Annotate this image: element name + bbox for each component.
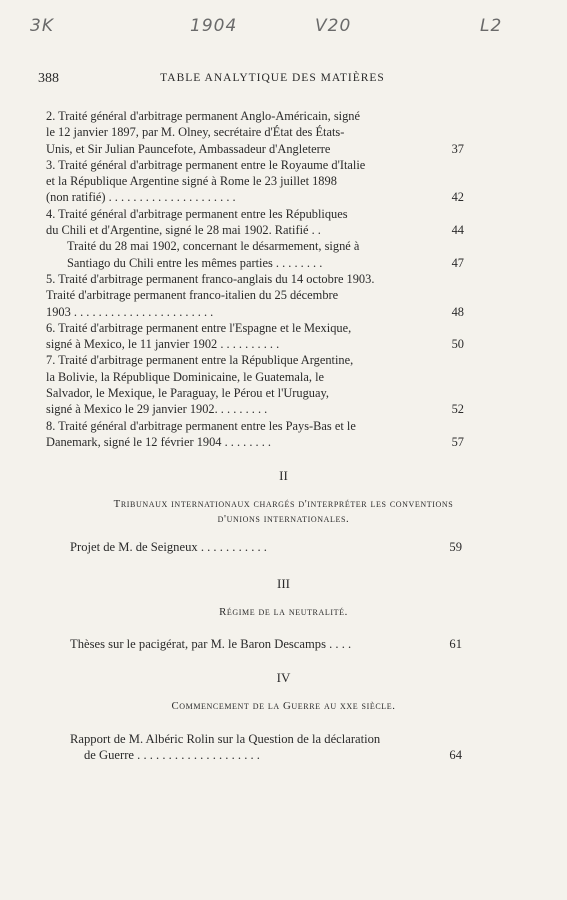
- list-item: 6. Traité d'arbitrage permanent entre l'Espagne et le Mexique, signé à Mexico, le 11 janvier 1902 . . . . . . . . . . 50: [46, 320, 464, 352]
- page-ref: 44: [451, 223, 464, 238]
- handwritten-mark-4: L2: [480, 16, 503, 36]
- page-ref: 50: [451, 337, 464, 352]
- section-number: II: [279, 468, 288, 483]
- list-item: Traité du 28 mai 1902, concernant le désarmement, signé à Santiago du Chili entre les mêmes parties . . . . . . . . 47: [67, 239, 464, 270]
- section-number: IV: [276, 670, 291, 685]
- list-item: 7. Traité d'arbitrage permanent entre la République Argentine, la Bolivie, la République Dominicaine, le Guatemala, le Salvador, le Mexique, le Paraguay, le Pérou et l'Uruguay, signé à Mexico le 29 janvier 1902. . . . . . . . . 52: [46, 353, 464, 417]
- handwritten-mark-2: 1904: [190, 16, 238, 36]
- section-title: Régime de la neutralité.: [219, 606, 348, 618]
- page-ref: 37: [451, 141, 464, 156]
- page-title: TABLE ANALYTIQUE DES MATIÈRES: [160, 72, 385, 84]
- page-ref: 57: [451, 434, 464, 449]
- list-item: 2. Traité général d'arbitrage permanent Anglo-Américain, signé le 12 janvier 1897, par M. Olney, secrétaire d'État des États- Unis, et Sir Julian Pauncefote, Ambassadeur d'Angleterre 37: [46, 109, 464, 156]
- section-number: III: [277, 576, 290, 591]
- page-ref: 47: [451, 255, 464, 270]
- handwritten-mark-1: 3K: [30, 16, 54, 36]
- page-number: 388: [38, 71, 59, 86]
- handwritten-mark-3: V20: [315, 16, 352, 36]
- list-item: 3. Traité général d'arbitrage permanent entre le Royaume d'Italie et la République Argentine signé à Rome le 23 juillet 1898 (non ratifié) . . . . . . . . . . . . . . . . . . . . . 42: [46, 157, 464, 205]
- list-item: Rapport de M. Albéric Rolin sur la Question de la déclaration de Guerre . . . . . . . . . . . . . . . . . . . . 64: [70, 732, 462, 762]
- list-item: Thèses sur le pacigérat, par M. le Baron Descamps . . . . 61: [70, 637, 462, 651]
- list-item: 8. Traité général d'arbitrage permanent entre les Pays-Bas et le Danemark, signé le 12 février 1904 . . . . . . . . 57: [46, 418, 464, 449]
- page-ref: 48: [451, 304, 464, 319]
- list-item: 4. Traité général d'arbitrage permanent entre les Républiques du Chili et d'Argentine, signé le 28 mai 1902. Ratifié . . 44: [46, 206, 464, 238]
- section-title: Tribunaux internationaux chargés d'interpréter les conventions d'unions internationales.: [113, 498, 454, 525]
- treaty-list: [46, 108, 464, 450]
- page-ref: 61: [449, 637, 462, 651]
- section-title: Commencement de la Guerre au xxe siècle.: [171, 700, 396, 712]
- list-item: Projet de M. de Seigneux . . . . . . . . . . . 59: [70, 540, 462, 554]
- page-ref: 59: [449, 540, 462, 554]
- page-ref: 52: [451, 402, 464, 417]
- page-ref: 64: [449, 748, 462, 762]
- page-ref: 42: [451, 190, 464, 205]
- list-item: 5. Traité d'arbitrage permanent franco-anglais du 14 octobre 1903. Traité d'arbitrage permanent franco-italien du 25 décembre 1903 . . . . . . . . . . . . . . . . . . . . . . . 48: [46, 271, 464, 319]
